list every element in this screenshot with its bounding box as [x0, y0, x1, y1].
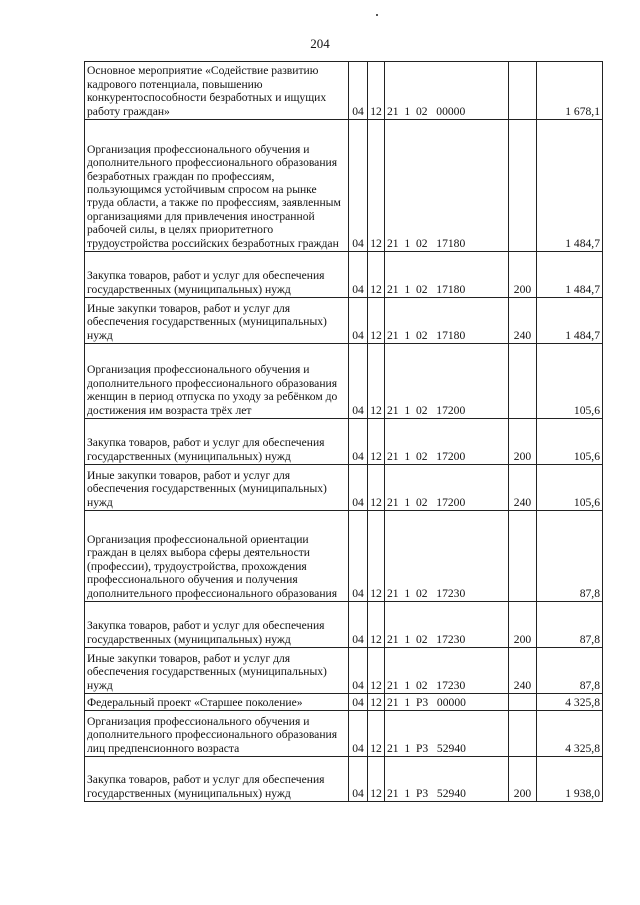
row-name: Организация профессиональной ориентации граждан в целях выбора сферы деятельности (профессии), трудоустройства, прохождения профессионального обучения и получения дополнительного профессионального образования: [85, 511, 349, 602]
row-section-code: 04: [349, 648, 368, 694]
row-amount: 87,8: [537, 602, 603, 648]
row-subsection-code: 12: [368, 252, 385, 298]
row-name: Закупка товаров, работ и услуг для обеспечения государственных (муниципальных) нужд: [85, 602, 349, 648]
row-subsection-code: 12: [368, 62, 385, 120]
row-name: Закупка товаров, работ и услуг для обеспечения государственных (муниципальных) нужд: [85, 419, 349, 465]
row-name: Основное мероприятие «Содействие развитию кадрового потенциала, повышению конкурентоспособности безработных и ищущих работу граждан»: [85, 62, 349, 120]
row-amount: 1 938,0: [537, 757, 603, 802]
row-target-article: 21 1 Р3 52940: [385, 757, 509, 802]
row-target-article: 21 1 02 17230: [385, 511, 509, 602]
row-name: Организация профессионального обучения и дополнительного профессионального образования безработных граждан по профессиям, пользующимся устойчивым спросом на рынке труда области, а также по профессиям, заявленным организациями для привлечения иностранной рабочей силы, в целях приоритетного трудоустройства российских безработных граждан: [85, 120, 349, 252]
row-target-article: 21 1 02 17180: [385, 298, 509, 344]
row-expense-type: 200: [509, 252, 537, 298]
row-subsection-code: 12: [368, 711, 385, 757]
row-amount: 87,8: [537, 511, 603, 602]
row-expense-type: 200: [509, 757, 537, 802]
row-section-code: 04: [349, 602, 368, 648]
row-target-article: 21 1 02 17230: [385, 648, 509, 694]
row-target-article: 21 1 02 00000: [385, 62, 509, 120]
row-subsection-code: 12: [368, 120, 385, 252]
row-expense-type: [509, 120, 537, 252]
row-section-code: 04: [349, 694, 368, 711]
row-subsection-code: 12: [368, 602, 385, 648]
row-section-code: 04: [349, 757, 368, 802]
table-row: [85, 252, 603, 298]
row-amount: 4 325,8: [537, 711, 603, 757]
row-name: Иные закупки товаров, работ и услуг для обеспечения государственных (муниципальных) нужд: [85, 465, 349, 511]
scan-dot: [376, 14, 378, 16]
table-row: [85, 62, 603, 120]
table-row: [85, 120, 603, 252]
row-amount: 105,6: [537, 419, 603, 465]
row-amount: 1 484,7: [537, 120, 603, 252]
row-target-article: 21 1 02 17200: [385, 419, 509, 465]
row-subsection-code: 12: [368, 419, 385, 465]
row-name: Закупка товаров, работ и услуг для обеспечения государственных (муниципальных) нужд: [85, 252, 349, 298]
row-section-code: 04: [349, 120, 368, 252]
row-subsection-code: 12: [368, 648, 385, 694]
row-expense-type: 240: [509, 648, 537, 694]
row-amount: 4 325,8: [537, 694, 603, 711]
table-row: [85, 465, 603, 511]
row-expense-type: [509, 62, 537, 120]
page-number: 204: [310, 36, 330, 51]
row-expense-type: [509, 511, 537, 602]
row-section-code: 04: [349, 419, 368, 465]
table-row: [85, 757, 603, 802]
row-section-code: 04: [349, 62, 368, 120]
table-row: [85, 711, 603, 757]
row-expense-type: 240: [509, 465, 537, 511]
table-row: [85, 602, 603, 648]
row-name: Организация профессионального обучения и дополнительного профессионального образования лиц предпенсионного возраста: [85, 711, 349, 757]
table-row: [85, 694, 603, 711]
row-target-article: 21 1 02 17200: [385, 465, 509, 511]
table-row: [85, 648, 603, 694]
row-expense-type: 200: [509, 602, 537, 648]
row-expense-type: [509, 711, 537, 757]
row-section-code: 04: [349, 298, 368, 344]
row-target-article: 21 1 Р3 00000: [385, 694, 509, 711]
table-row: [85, 344, 603, 419]
table-row: [85, 298, 603, 344]
row-subsection-code: 12: [368, 344, 385, 419]
row-target-article: 21 1 Р3 52940: [385, 711, 509, 757]
row-name: Иные закупки товаров, работ и услуг для обеспечения государственных (муниципальных) нужд: [85, 648, 349, 694]
row-subsection-code: 12: [368, 757, 385, 802]
row-amount: 1 678,1: [537, 62, 603, 120]
row-name: Иные закупки товаров, работ и услуг для обеспечения государственных (муниципальных) нужд: [85, 298, 349, 344]
row-amount: 105,6: [537, 344, 603, 419]
row-target-article: 21 1 02 17180: [385, 120, 509, 252]
row-section-code: 04: [349, 511, 368, 602]
row-section-code: 04: [349, 252, 368, 298]
row-name: Закупка товаров, работ и услуг для обеспечения государственных (муниципальных) нужд: [85, 757, 349, 802]
row-target-article: 21 1 02 17200: [385, 344, 509, 419]
row-expense-type: 240: [509, 298, 537, 344]
row-subsection-code: 12: [368, 511, 385, 602]
row-expense-type: [509, 694, 537, 711]
row-subsection-code: 12: [368, 465, 385, 511]
row-name: Федеральный проект «Старшее поколение»: [85, 694, 349, 711]
table-row: [85, 419, 603, 465]
row-section-code: 04: [349, 711, 368, 757]
row-amount: 87,8: [537, 648, 603, 694]
row-target-article: 21 1 02 17230: [385, 602, 509, 648]
row-amount: 1 484,7: [537, 298, 603, 344]
budget-table-body: [85, 62, 603, 802]
budget-table: [84, 61, 603, 802]
row-expense-type: [509, 344, 537, 419]
row-expense-type: 200: [509, 419, 537, 465]
row-subsection-code: 12: [368, 694, 385, 711]
row-subsection-code: 12: [368, 298, 385, 344]
row-target-article: 21 1 02 17180: [385, 252, 509, 298]
row-amount: 105,6: [537, 465, 603, 511]
table-row: [85, 511, 603, 602]
row-section-code: 04: [349, 465, 368, 511]
row-name: Организация профессионального обучения и дополнительного профессионального образования женщин в период отпуска по уходу за ребёнком до достижения им возраста трёх лет: [85, 344, 349, 419]
row-section-code: 04: [349, 344, 368, 419]
row-amount: 1 484,7: [537, 252, 603, 298]
